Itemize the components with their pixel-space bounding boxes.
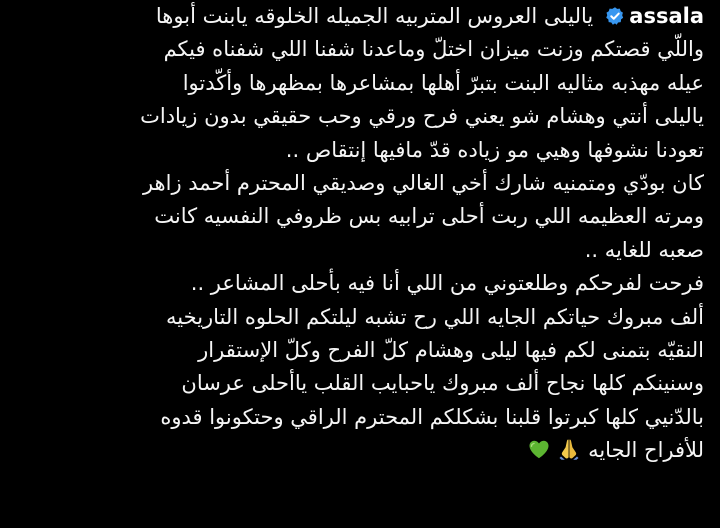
verified-badge-icon [605, 6, 625, 26]
caption-line-12: وسنينكم كلها نجاح ألف مبروك ياحبايب القلب ياأحلى عرسان [181, 371, 704, 396]
caption-line-8: صعبه للغايه .. [584, 237, 704, 262]
caption-line-9: فرحت لفرحكم وطلعتوني من اللي أنا فيه بأحلى المشاعر .. [190, 271, 704, 296]
caption-line-14 [24, 434, 704, 467]
caption-line-3: عيله مهذبه مثاليه البنت بتبرّ أهلها بمشاعرها بمظهرها وأكّدتوا [182, 70, 704, 95]
praying-hands-emoji-icon [557, 437, 581, 461]
caption-line-10: ألف مبروك حياتكم الجايه اللي رح تشبه ليلتكم الحلوه التاريخيه [166, 304, 704, 329]
caption-line-11: النقيّه بتمنى لكم فيها ليلى وهشام كلّ الفرح وكلّ الإستقرار [198, 337, 704, 362]
caption-line-1 [24, 0, 704, 33]
caption-line-2: واللّي قصتكم وزنت ميزان اختلّ وماعدنا شفنا اللي شفناه فيكم [163, 37, 704, 62]
caption-line-7: ومرته العظيمه اللي ربت أحلى ترابيه بس ظروفي النفسيه كانت [154, 204, 704, 229]
caption-text: ياليلى العروس المتربيه الجميله الخلوقه يابنت أبوها [155, 4, 594, 28]
post-caption [24, 0, 704, 467]
caption-line-13: بالدّنيي كلها كبرتوا قلبنا بشكلكم المحترم الراقي وحتكونوا قدوه [160, 404, 704, 429]
username-link[interactable]: assala [629, 4, 704, 28]
caption-line-4: ياليلى أنتي وهشام شو يعني فرح ورقي وحب حقيقي بدون زيادات [140, 104, 704, 129]
caption-line-6: كان بودّي ومتمنيه شارك أخي الغالي وصديقي المحترم أحمد زاهر [142, 170, 704, 195]
caption-text: للأفراح الجايه [588, 438, 704, 463]
green-heart-emoji-icon [527, 437, 551, 461]
caption-line-5: تعودنا نشوفها وهيي مو زياده قدّ مافيها إنتقاص .. [285, 137, 704, 162]
